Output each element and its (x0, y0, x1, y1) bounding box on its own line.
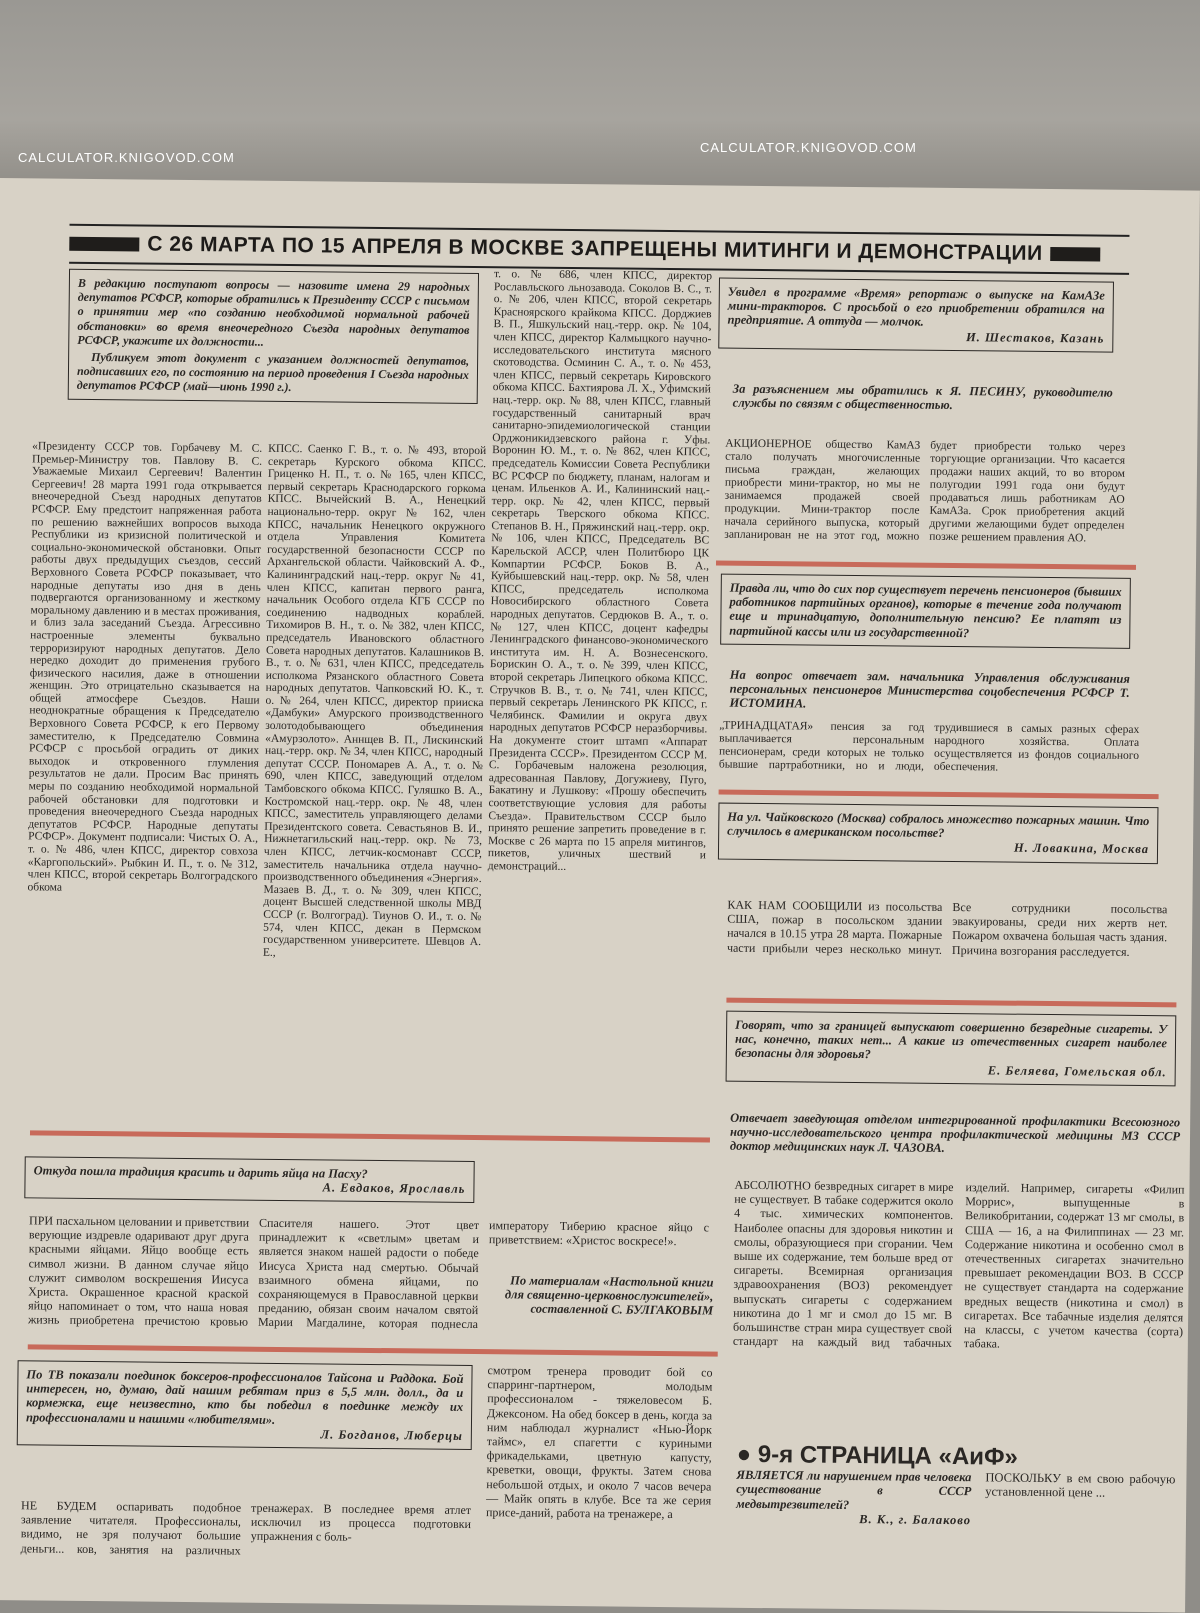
cigarettes-question: Говорят, что за границей выпускают совершенно безвредные сигареты. У нас, конечно, таких нет... А какие из отечественных сигарет наиболее безопасны для здоровья? (734, 1017, 1168, 1062)
boxing-answer-2: смотром тренера проводит бой со спарринг-партнером, молодым профессионалом - тяжеловесом Б. Джексоном. На обед боксер в день, когда за ним наблюдал журналист «Нью-Йорк таймс», ел спагетти с куриными фрикадельками, цветную капусту, креветки, овощи, фрукты. Затем снова небольшой отдых, и около 7 часов вечера — Майк опять в клубе. Все та же серия присе-даний, работа на тренажере, а (485, 1363, 713, 1522)
cigarettes-intro: Отвечает заведующая отделом интегрированной профилактики Всесоюзного научно-исследовательского центра профилактической медицины МЗ СССР доктор медицинских наук Л. ЧАЗОВА. (729, 1110, 1181, 1156)
kamaz-signature: И. Шестаков, Казань (965, 329, 1105, 346)
easter-question-box (24, 1156, 474, 1203)
pension-question-box (720, 574, 1131, 649)
pension-answer: „ТРИНАДЦАТАЯ» пенсия за год выплачивается персональным пенсионерам, среди которых не только бывшие партработники, но и люди, трудившиеся в самых разных сферах народного хозяйства. Оплата осуществляется из фондов социального обеспечения. (718, 719, 1140, 774)
deputies-list-column-3: т. о. № 686, член КПСС, директор Рославльского льнозавода. Соколов В. С., т. о. № 206, член КПСС, второй секретарь Красноярского крайкома КПСС. Дорджиев В. П., Яшкульский нац.-терр. окр. № 104, член КПСС, директор Калмыцкого научно-исследовательского института мясного скотоводства. Осминин С. А., т. о. № 453, член КПСС, первый секретарь Кировского обкома КПСС. Бахтиярова Л. Х., Уфимский нац.-терр. окр. № 88, член КПСС, главный государственный санитарный врач санитарно-эпидемиологической станции Орджоникидзевского района г. Уфы. Воронин Ю. М., т. о. № 862, член КПСС, председатель Комиссии Совета Республики ВС РСФСР по бюджету, планам, налогам и ценам. Ильенков А. И., Калининский нац.-терр. окр. № 42, член КПСС, первый секретарь Тверского обкома КПСС. Степанов В. Н., Пряжинский нац.-терр. окр. № 106, член КПСС, Председатель ВС Карельской АССР, член Политбюро ЦК Компартии РСФСР. Боков В. А., Куйбышевский нац.-терр. окр. № 58, член КПСС, председатель исполкома Новосибирского областного Совета народных депутатов. Сердюков В. А., т. о. № 127, член КПСС, доцент кафедры Ленинградского финансово-экономического института им. Н. А. Вознесенского. Борискин О. А., т. о. № 399, член КПСС, второй секретарь Липецкого обкома КПСС. Стручков В. В., т. о. № 741, член КПСС, первый секретарь Ленинского РК КПСС, г. Челябинск. Фамилии и округа двух народных депутатов РСФСР неразборчивы. На документе стоит штамп «Аппарат Президента СССР». Президентом СССР М. С. Горбачевым наложена резолюция, адресованная Павлову, Догужиеву, Пуго, Бакатину и Лушкову: «Прошу обеспечить соответствующие условия для работы Съезда». Правительством СССР было принято решение запретить проведение в г. Москве с 26 марта по 15 апреля митингов, пикетов, уличных шествий и демонстраций... (487, 268, 713, 873)
easter-signature: А. Евдаков, Ярославль (322, 1180, 466, 1197)
fire-signature: Н. Ловакина, Москва (1013, 841, 1150, 857)
aif-answer: ПОСКОЛЬКУ в ем свою рабочую установленной цене ... (985, 1470, 1176, 1501)
headline-bar (69, 224, 1129, 275)
aif-question: ЯВЛЯЕТСЯ ли нарушением прав человека существование в СССР медвытрезвителей? (736, 1467, 972, 1512)
aif-signature: В. К., г. Балаково (859, 1511, 972, 1528)
fire-question: На ул. Чайковского (Москва) собралось множество пожарных машин. Что случилось в американском посольстве? (727, 809, 1150, 841)
kamaz-question: Увидел в программе «Время» репортаж о выпуске на КамАЗе мини-тракторов. С просьбой о его приобретении обратился на предприятие. А оттуда — молчок. (727, 284, 1105, 330)
divider (28, 1344, 718, 1356)
deputies-question: В редакцию поступают вопросы — назовите имена 29 народных депутатов РСФСР, которые обратились к Президенту СССР с письмом о принятии мер «по созданию необходимой нормальной рабочей обстановки» во время внеочередного Съезда народных депутатов РСФСР, укажите их должности... (77, 275, 470, 349)
divider (716, 561, 1136, 570)
boxing-question-box (17, 1360, 473, 1450)
boxing-answer: НЕ БУДЕМ оспаривать подобное заявление читателя. Профессионалы, видимо, не зря получают большие деньги... ков, занятия на различных тренажерах. В последнее время атлет исключил из процесса подготовки упражнения с боль- (20, 1498, 472, 1558)
divider (726, 998, 1176, 1008)
deputies-answer: Публикуем этот документ с указанием должностей депутатов, подписавших его, по состоянию на период проведения I Съезда народных депутатов РСФСР (май—июнь 1990 г.). (76, 349, 470, 395)
divider (30, 1130, 710, 1142)
fire-question-box (718, 803, 1159, 864)
deputies-list-column-2: КПСС. Саенко Г. В., т. о. № 493, второй секретарь Курского обкома КПСС. Гриценко Н. П., т. о. № 165, член КПСС, первый секретарь Краснодарского горкома КПСС. Вычейский В. А., Ненецкий национально-терр. округ № 162, член КПСС, начальник Ненецкого окружного отдела Управления Комитета государственной безопасности СССР по Архангельской области. Чайковский А. Ф., Калининградский нац.-терр. округ № 41, член КПСС, капитан первого ранга, начальник Особого отдела КГБ СССР по соединению надводных кораблей. Тихомиров В. Н., т. о. № 382, член КПСС, председатель Ивановского областного Совета народных депутатов. Калашников В. В., т. о. № 631, член КПСС, председатель исполкома Рязанского областного Совета народных депутатов. Чапковский Ю. К., т. о. № 264, член КПСС, директор прииска «Дамбуки» Амурского производственного золотодобывающего объединения «Амурзолото». Аннщев В. П., Лискинский нац.-терр. окр. № 34, член КПСС, народный депутат СССР. Пономарев А. А., т. о. № 690, член КПСС, заведующий отделом Тамбовского обкома КПСС. Гуляшко В. А., Костромской нац.-терр. окр. № 48, член КПСС, заместитель управляющего делами Президентского совета. Севастьянов В. И., Нижнетагильский нац.-терр. окр. № 73, член КПСС, летчик-космонавт СССР, заместитель начальника отдела научно-производственного объединения «Энергия». Мазаев В. Д., т. о. № 309, член КПСС, доцент Высшей следственной школы МВД СССР (г. Волгоград). Тиунов О. И., т. о. № 574, член КПСС, декан в Пермском государственном университете. Шевцов А. Е., (262, 442, 487, 959)
divider (719, 790, 1159, 800)
cigarettes-question-box (726, 1011, 1177, 1087)
easter-answer: ПРИ пасхальном целовании и приветствии верующие издревле одаривают друг друга красными яйцами. Яйцо вообще есть символ жизни. В данном случае яйцо служит символом воскрешения Иисуса Христа. Окрашенное красной краской яйцо напоминает о том, что наша новая жизнь приобретена пречистою кровью Спасителя нашего. Этот цвет принадлежит к «светлым» цветам и является знаком нашей радости о победе Иисуса Христа над смертью. Обычай взаимного обмена яйцами, по сохраняющемуся в Православной церкви преданию, обязан своим началом святой Марии Магдалине, которая поднесла императору Тиберию красное яйцо с приветствием: «Христос воскресе!». (27, 1213, 710, 1332)
kamaz-question-box (718, 278, 1114, 353)
headline-rule-right (1051, 247, 1101, 262)
aif-section (736, 1440, 1187, 1530)
pension-question: Правда ли, что до сих пор существует перечень пенсионеров (бывших работников партийных органов), которые в течение года получают еще и тринадцатую, дополнительную пенсию? Ее платят из партийной кассы или из государственной? (729, 580, 1122, 640)
easter-question: Откуда пошла традиция красить и дарить яйца на Пасху? (33, 1163, 368, 1181)
background-wall (0, 0, 1200, 200)
watermark: CALCULATOR.KNIGOVOD.COM (18, 150, 235, 165)
kamaz-intro: За разъяснением мы обратились к Я. ПЕСИНУ, руководителю службы по связям с общественностью. (732, 381, 1113, 413)
cigarettes-signature: Е. Беляева, Гомельская обл. (987, 1063, 1167, 1079)
headline: С 26 МАРТА ПО 15 АПРЕЛЯ В МОСКВЕ ЗАПРЕЩЕНЫ МИТИНГИ И ДЕМОНСТРАЦИИ (147, 232, 1043, 265)
kamaz-answer: АКЦИОНЕРНОЕ общество КамАЗ стало получать многочисленные письма граждан, желающих приобрести мини-трактор, но мы не занимаемся продажей своей продукции. Мини-трактор после начала серийного выпуска, который запланирован не на этот год, можно будет приобрести только через торгующие организации. Что касается продажи наших акций, то во втором полугодии 1991 года они будут продаваться лишь работникам АО КамАЗа. Срок приобретения акций другими желающими будет определен позже решением правления АО. (724, 437, 1126, 545)
boxing-signature: Л. Богданов, Люберцы (320, 1427, 463, 1443)
easter-source: По материалам «Настольной книги для священно-церковнослужителей», составленной С. БУЛГАКОВЫМ (504, 1273, 714, 1318)
newspaper-page (0, 178, 1200, 1612)
watermark: CALCULATOR.KNIGOVOD.COM (700, 140, 917, 155)
bullet-icon: ● (736, 1440, 758, 1469)
deputies-letter-column: «Президенту СССР тов. Горбачеву М. С. Премьер-Министру тов. Павлову В. С. Уважаемые Михаил Сергеевич! Валентин Сергеевич! 28 марта 1991 года открывается внеочередной Съезд народных депутатов РСФСР. Ему предстоит напряженная работа по решению важнейших вопросов выхода Республики из кризисной политической и социально-экономической обстановки. Опыт работы двух предыдущих съездов, сессий Верховного Совета РСФСР показывает, что народные депутаты изо дня в день подвергаются организованному и жесткому моральному давлению и в местах проживания, и близ зала заседаний Съезда. Агрессивно настроенные элементы буквально терроризируют народных депутатов. Дело нередко доходит до применения грубого физического насилия, даже в отношении женщин. Это отрицательно сказывается на общей атмосфере Съездов. Наши неоднократные обращения к Председателю Верховного Совета РСФСР, к его Первому заместителю, к Председателю Совмина РСФСР с просьбой оградить от диких выходок и откровенного глумления результатов не дали. Просим Вас принять меры по созданию необходимой нормальной рабочей обстановки для подготовки и проведения внеочередного Съезда народных депутатов РСФСР. Народные депутаты РСФСР». Документ подписали: Чистых О. А., т. о. № 486, член КПСС, директор совхоза «Каргопольский». Рыбкин И. П., т. о. № 312, член КПСС, второй секретарь Волгоградского обкома (27, 440, 263, 894)
aif-section-title: 9-я СТРАНИЦА «АиФ» (757, 1441, 1018, 1471)
fire-answer: КАК НАМ СООБЩИЛИ из посольства США, пожар в посольском здании начался в 10.15 утра 28 марта. Пожарные части прибыли через несколько минут. Все сотрудники посольства эвакуированы, среди них жертв нет. Пожаром охвачена большая часть здания. Причина возгорания расследуется. (726, 897, 1168, 959)
cigarettes-answer: АБСОЛЮТНО безвредных сигарет в мире не существует. В табаке содержится около 4 тыс. химических компонентов. Наиболее опасны для здоровья никотин и смолы, образующиеся при сгорании. Чем выше их содержание, тем больше вред от сигареты. Всемирная организация здравоохранения (ВОЗ) рекомендует выпускать сигареты с содержанием никотина до 1 мг и смол до 15 мг. В большинстве стран мира существует свой стандарт на каждый вид табачных изделий. Например, сигареты «Филип Моррис», выпущенные в Великобритании, содержат 13 мг смолы, в США — 16, а на Филиппинах — 23 мг. Содержание никотина и особенно смол в отечественных сигаретах значительно превышает рекомендации ВОЗ. В СССР не существует стандарта на содержание вредных веществ (никотина и смол) в сигаретах. Все табачные изделия делятся на классы, с учетом качества (сорта) табака. (732, 1177, 1185, 1351)
deputies-question-box (68, 269, 479, 404)
pension-intro: На вопрос отвечает зам. начальника Управления обслуживания персональных пенсионеров Министерства соцобеспечения РСФСР Т. ИСТОМИНА. (729, 667, 1130, 711)
boxing-question: По ТВ показали поединок боксеров-профессионалов Тайсона и Раддока. Бой интересен, но, думаю, дай нашим ребятам приз в 5,5 млн. долл., да и кормежка, еще неизвестно, кто бы победил в поединке между их профессионалами и нашими «любителями». (25, 1367, 464, 1427)
headline-rule-left (69, 237, 139, 252)
